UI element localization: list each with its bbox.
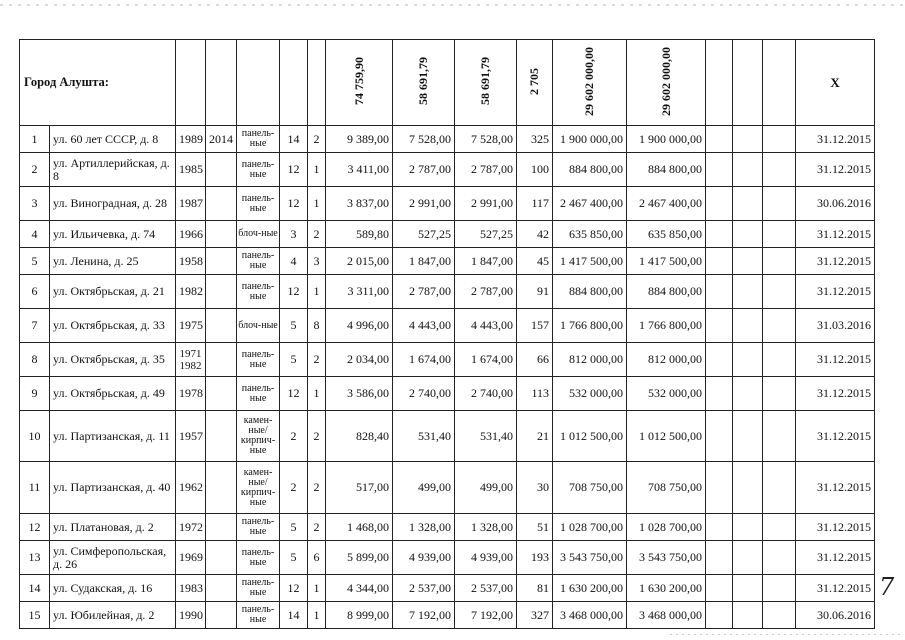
build-year: 1958 [176,248,206,275]
cost-2: 812 000,00 [627,343,706,377]
repair-year [206,275,237,309]
cost-sum-2: 29 602 000,00 [658,46,673,116]
residents: 325 [517,126,553,153]
floors: 12 [280,575,308,602]
living-area-2: 2 991,00 [455,187,517,221]
completion-date: 30.06.2016 [796,602,875,629]
completion-date: 31.12.2015 [796,248,875,275]
table-row [20,153,875,187]
table-row [20,541,875,575]
living-area-2: 4 939,00 [455,541,517,575]
total-area: 3 586,00 [326,377,393,411]
living-area: 531,40 [393,411,455,462]
completion-date: 31.12.2015 [796,377,875,411]
residents: 51 [517,514,553,541]
entrances: 1 [308,602,326,629]
floors: 5 [280,514,308,541]
address: ул. Октябрьская, д. 49 [50,377,176,411]
cost: 708 750,00 [553,462,627,514]
residents: 117 [517,187,553,221]
cost-2: 1 417 500,00 [627,248,706,275]
repair-year [206,602,237,629]
cost: 1 766 800,00 [553,309,627,343]
build-year: 1990 [176,602,206,629]
total-area: 2 034,00 [326,343,393,377]
completion-date: 31.12.2015 [796,221,875,248]
living-area-2: 1 674,00 [455,343,517,377]
completion-date: 31.12.2015 [796,126,875,153]
build-year: 1982 [176,275,206,309]
city-name: Город Алушта: [20,40,176,126]
wall-material: панель-ные [237,275,280,309]
entrances: 2 [308,221,326,248]
repair-year [206,462,237,514]
living-area-2: 527,25 [455,221,517,248]
address: ул. Октябрьская, д. 33 [50,309,176,343]
cost: 635 850,00 [553,221,627,248]
table-row [20,377,875,411]
row-number: 10 [20,411,50,462]
cost-2: 1 630 200,00 [627,575,706,602]
cost-2: 3 543 750,00 [627,541,706,575]
total-area: 5 899,00 [326,541,393,575]
build-year: 1978 [176,377,206,411]
wall-material: блоч-ные [237,221,280,248]
living-area: 4 939,00 [393,541,455,575]
cost-2: 2 467 400,00 [627,187,706,221]
row-number: 2 [20,153,50,187]
total-area: 8 999,00 [326,602,393,629]
table-row [20,462,875,514]
floors: 2 [280,411,308,462]
row-number: 13 [20,541,50,575]
address: ул. Симферопольская, д. 26 [50,541,176,575]
address: ул. Октябрьская, д. 21 [50,275,176,309]
entrances: 8 [308,309,326,343]
build-year: 1987 [176,187,206,221]
cost-2: 1 900 000,00 [627,126,706,153]
address: ул. Октябрьская, д. 35 [50,343,176,377]
table-row [20,309,875,343]
completion-date: 31.03.2016 [796,309,875,343]
completion-date: 31.12.2015 [796,541,875,575]
living-area: 499,00 [393,462,455,514]
repair-year [206,248,237,275]
address: ул. Ильичевка, д. 74 [50,221,176,248]
wall-material: панель-ные [237,187,280,221]
residents: 91 [517,275,553,309]
table-row [20,248,875,275]
entrances: 6 [308,541,326,575]
living-area-2: 2 537,00 [455,575,517,602]
living-area-2: 7 192,00 [455,602,517,629]
build-year: 1969 [176,541,206,575]
completion-date: 31.12.2015 [796,514,875,541]
row-number: 8 [20,343,50,377]
floors: 14 [280,602,308,629]
living-area: 2 787,00 [393,153,455,187]
cost: 1 900 000,00 [553,126,627,153]
floors: 2 [280,462,308,514]
cost: 3 468 000,00 [553,602,627,629]
total-area: 3 837,00 [326,187,393,221]
table-row [20,575,875,602]
table-row [20,514,875,541]
living-area-2: 2 787,00 [455,153,517,187]
repair-year [206,575,237,602]
total-area: 828,40 [326,411,393,462]
row-number: 14 [20,575,50,602]
floors: 5 [280,309,308,343]
residents: 66 [517,343,553,377]
address: ул. 60 лет СССР, д. 8 [50,126,176,153]
entrances: 2 [308,411,326,462]
floors: 12 [280,187,308,221]
floors: 5 [280,343,308,377]
cost-2: 884 800,00 [627,153,706,187]
floors: 3 [280,221,308,248]
residents: 157 [517,309,553,343]
living-area: 1 328,00 [393,514,455,541]
cost: 1 012 500,00 [553,411,627,462]
cost: 812 000,00 [553,343,627,377]
floors: 5 [280,541,308,575]
total-area: 4 344,00 [326,575,393,602]
cost-sum: 29 602 000,00 [582,46,597,116]
row-number: 3 [20,187,50,221]
build-year: 1985 [176,153,206,187]
living-area-sum: 58 691,79 [416,57,431,105]
total-area: 3 311,00 [326,275,393,309]
living-area: 2 537,00 [393,575,455,602]
completion-date: 31.12.2015 [796,462,875,514]
address: ул. Партизанская, д. 40 [50,462,176,514]
entrances: 3 [308,248,326,275]
residents: 327 [517,602,553,629]
entrances: 1 [308,187,326,221]
table-row [20,602,875,629]
living-area: 527,25 [393,221,455,248]
total-area: 589,80 [326,221,393,248]
residents: 45 [517,248,553,275]
wall-material: панель-ные [237,248,280,275]
repair-year [206,377,237,411]
living-area-sum-2: 58 691,79 [478,57,493,105]
page-number-mark: 7 [879,573,895,601]
row-number: 5 [20,248,50,275]
address: ул. Виноградная, д. 28 [50,187,176,221]
completion-date: 30.06.2016 [796,187,875,221]
address: ул. Партизанская, д. 11 [50,411,176,462]
floors: 4 [280,248,308,275]
build-year: 1989 [176,126,206,153]
living-area-2: 2 740,00 [455,377,517,411]
living-area: 1 674,00 [393,343,455,377]
repair-year [206,343,237,377]
address: ул. Платановая, д. 2 [50,514,176,541]
housing-table [19,39,875,629]
cost: 532 000,00 [553,377,627,411]
repair-year [206,153,237,187]
address: ул. Судакская, д. 16 [50,575,176,602]
repair-year [206,221,237,248]
table-row [20,411,875,462]
city-total-row [20,40,875,126]
row-number: 7 [20,309,50,343]
repair-year [206,514,237,541]
wall-material: панель-ные [237,126,280,153]
living-area: 7 192,00 [393,602,455,629]
cost: 2 467 400,00 [553,187,627,221]
repair-year [206,411,237,462]
cost-2: 1 028 700,00 [627,514,706,541]
cost-2: 1 012 500,00 [627,411,706,462]
total-area: 9 389,00 [326,126,393,153]
living-area-2: 7 528,00 [455,126,517,153]
living-area: 4 443,00 [393,309,455,343]
build-year: 1975 [176,309,206,343]
completion-date: 31.12.2015 [796,343,875,377]
scan-artifact-bottom [670,634,900,635]
wall-material: панель-ные [237,602,280,629]
build-year: 1972 [176,514,206,541]
row-number: 11 [20,462,50,514]
row-number: 1 [20,126,50,153]
wall-material: панель-ные [237,575,280,602]
wall-material: панель-ные [237,541,280,575]
residents: 81 [517,575,553,602]
entrances: 1 [308,575,326,602]
floors: 12 [280,275,308,309]
living-area: 7 528,00 [393,126,455,153]
entrances: 1 [308,153,326,187]
completion-date: 31.12.2015 [796,411,875,462]
wall-material: камен-ные/ кирпич-ные [237,411,280,462]
table-row [20,187,875,221]
wall-material: блоч-ные [237,309,280,343]
residents: 193 [517,541,553,575]
residents: 113 [517,377,553,411]
completion-date: 31.12.2015 [796,275,875,309]
total-area: 3 411,00 [326,153,393,187]
build-year: 19711982 [176,343,206,377]
row-number: 12 [20,514,50,541]
total-area: 4 996,00 [326,309,393,343]
wall-material: панель-ные [237,343,280,377]
living-area: 2 740,00 [393,377,455,411]
entrances: 2 [308,126,326,153]
row-number: 15 [20,602,50,629]
wall-material: камен-ные/ кирпич-ные [237,462,280,514]
repair-year: 2014 [206,126,237,153]
total-area-sum: 74 759,90 [351,57,366,105]
row-number: 6 [20,275,50,309]
build-year: 1983 [176,575,206,602]
address: ул. Ленина, д. 25 [50,248,176,275]
total-area: 517,00 [326,462,393,514]
address: ул. Юбилейная, д. 2 [50,602,176,629]
table-row [20,275,875,309]
living-area-2: 499,00 [455,462,517,514]
build-year: 1962 [176,462,206,514]
cost: 884 800,00 [553,153,627,187]
cost-2: 884 800,00 [627,275,706,309]
residents: 30 [517,462,553,514]
residents-sum: 2 705 [527,67,542,95]
scan-artifact-top [0,4,905,6]
living-area: 2 991,00 [393,187,455,221]
floors: 14 [280,126,308,153]
floors: 12 [280,377,308,411]
table-row [20,343,875,377]
completion-date: 31.12.2015 [796,575,875,602]
residents: 21 [517,411,553,462]
cost: 3 543 750,00 [553,541,627,575]
residents: 100 [517,153,553,187]
wall-material: панель-ные [237,377,280,411]
total-area: 1 468,00 [326,514,393,541]
cost: 1 028 700,00 [553,514,627,541]
cost-2: 532 000,00 [627,377,706,411]
wall-material: панель-ные [237,153,280,187]
build-year: 1966 [176,221,206,248]
repair-year [206,187,237,221]
address: ул. Артиллерийская, д. 8 [50,153,176,187]
living-area: 1 847,00 [393,248,455,275]
entrances: 1 [308,275,326,309]
entrances: 2 [308,343,326,377]
entrances: 1 [308,377,326,411]
entrances: 2 [308,462,326,514]
living-area-2: 4 443,00 [455,309,517,343]
x-mark: X [796,40,875,126]
residents: 42 [517,221,553,248]
completion-date: 31.12.2015 [796,153,875,187]
wall-material: панель-ные [237,514,280,541]
cost: 1 630 200,00 [553,575,627,602]
cost: 884 800,00 [553,275,627,309]
total-area: 2 015,00 [326,248,393,275]
repair-year [206,309,237,343]
cost: 1 417 500,00 [553,248,627,275]
living-area: 2 787,00 [393,275,455,309]
cost-2: 3 468 000,00 [627,602,706,629]
table-row [20,126,875,153]
row-number: 4 [20,221,50,248]
living-area-2: 1 847,00 [455,248,517,275]
cost-2: 708 750,00 [627,462,706,514]
living-area-2: 1 328,00 [455,514,517,541]
cost-2: 1 766 800,00 [627,309,706,343]
repair-year [206,541,237,575]
floors: 12 [280,153,308,187]
living-area-2: 531,40 [455,411,517,462]
table-row [20,221,875,248]
living-area-2: 2 787,00 [455,275,517,309]
cost-2: 635 850,00 [627,221,706,248]
entrances: 2 [308,514,326,541]
row-number: 9 [20,377,50,411]
build-year: 1957 [176,411,206,462]
